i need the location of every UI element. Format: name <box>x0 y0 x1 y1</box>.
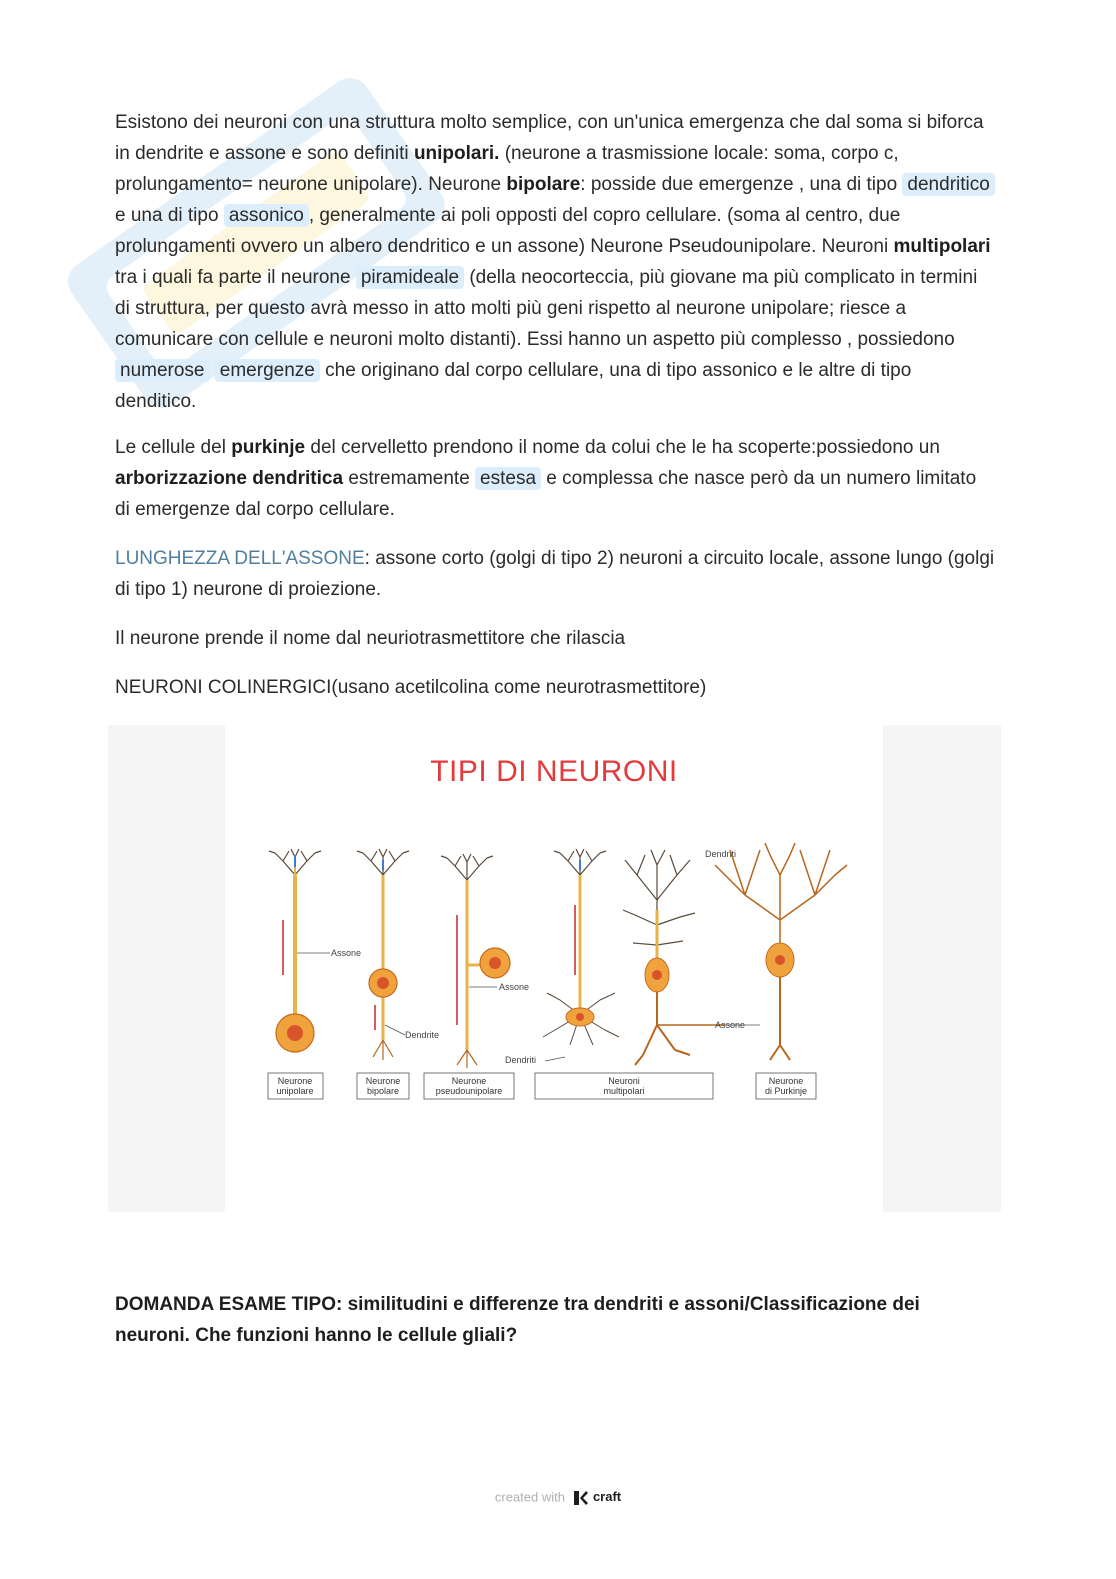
exam-question: DOMANDA ESAME TIPO: similitudini e differenze tra dendriti e assoni/Classificazione dei neuroni. Che funzioni hanno le cellule gliali? <box>115 1294 920 1346</box>
neuron-unipolar <box>269 849 361 1052</box>
label-dendrite: Dendrite <box>405 1030 440 1040</box>
paragraph-neuron-types: Esistono dei neuroni con una struttura molto semplice, con un'unica emergenza che dal soma si biforca in dendrite e assone e sono definiti unipolari. (neurone a trasmissione locale: soma, corpo c, prolungamento= neurone unipolare). Neurone bipolare: posside due emergenze , una di tipo dendritico e una di tipo assonico , generalmente ai poli opposti del copro cellulare. (soma al centro, due prolungamenti ovvero un albero dendritico e un assone) Neurone Pseudounipolare. Neuroni multipolari tra i quali fa parte il neurone piramideale (della neocorteccia, più giovane ma più complicato in termini di struttura, per questo avrà messo in atto molti più geni rispetto al neurone unipolare; riesce a comunicare con cellule e neuroni molto distanti). Essi hanno un aspetto più complesso , possiedono numerose emergenze che originano dal corpo cellulare, una di tipo assonico e le altre di tipo denditico. <box>115 107 995 417</box>
highlight-dendritico: dendritico <box>902 173 994 196</box>
box-pseudounipolare <box>424 1073 514 1099</box>
paragraph-axon-length: LUNGHEZZA DELL'ASSONE: assone corto (golgi di tipo 2) neuroni a circuito locale, assone lungo (golgi di tipo 1) neurone di proiezione. <box>115 548 995 600</box>
figure-title: TIPI DI NEURONI <box>430 755 678 788</box>
highlight-estesa: estesa <box>475 467 541 490</box>
neuron-multipolar-pyramidal <box>623 849 736 1065</box>
svg-text:unipolare: unipolare <box>276 1086 314 1096</box>
paragraph-purkinje: Le cellule del purkinje del cervelletto prendono il nome da colui che le ha scoperte:possiedono un arborizzazione dendritica estremamente estesa e complessa che nasce però da un numero limitato di emergenze dal corpo cellulare. <box>115 437 977 520</box>
neuron-illustration <box>225 725 883 1212</box>
svg-text:bipolare: bipolare <box>366 1086 400 1096</box>
footer-brand: craft <box>592 1489 622 1505</box>
paragraph-cholinergic: NEURONI COLINERGICI(usano acetilcolina come neurotrasmettitore) <box>115 677 707 698</box>
footer-created-with <box>0 1489 1116 1507</box>
label-dendriti-1: Dendriti <box>505 1055 537 1065</box>
svg-text:pseudounipolare: pseudounipolare <box>435 1086 503 1096</box>
highlight-assonico: assonico <box>224 204 309 227</box>
label-assone-3: Assone <box>715 1020 746 1030</box>
svg-text:Neurone: Neurone <box>768 1076 804 1086</box>
svg-text:Neurone: Neurone <box>365 1076 401 1086</box>
craft-logo-icon <box>571 1489 589 1507</box>
box-purkinje <box>756 1073 816 1099</box>
box-bipolare <box>357 1073 409 1099</box>
svg-text:di Purkinje: di Purkinje <box>764 1086 808 1096</box>
box-multipolari <box>535 1073 713 1099</box>
footer-created-with-text: created with <box>494 1489 565 1505</box>
label-assone-1: Assone <box>331 948 362 958</box>
figure-margin-right <box>883 725 1001 1212</box>
svg-text:Neurone: Neurone <box>451 1076 487 1086</box>
highlight-piramideale: piramideale <box>356 266 464 289</box>
figure-margin-left <box>108 725 225 1212</box>
neuron-types-figure <box>108 725 1001 1212</box>
svg-text:Neuroni: Neuroni <box>608 1076 640 1086</box>
box-unipolare <box>268 1073 323 1099</box>
highlight-numerose: numerose <box>115 359 210 382</box>
main-content <box>115 107 995 703</box>
label-dendriti-2: Dendriti <box>705 849 737 859</box>
svg-text:multipolari: multipolari <box>603 1086 645 1096</box>
paragraph-neurotransmitter: Il neurone prende il nome dal neuriotrasmettitore che rilascia <box>115 628 626 649</box>
section-heading-axon-length: LUNGHEZZA DELL'ASSONE <box>115 548 365 569</box>
neuron-purkinje <box>715 843 847 1060</box>
svg-text:Neurone: Neurone <box>277 1076 313 1086</box>
neuron-pseudounipolar <box>441 854 529 1068</box>
neuron-bipolar <box>357 849 439 1060</box>
highlight-emergenze: emergenze <box>215 359 320 382</box>
neuron-multipolar-small <box>505 849 619 1065</box>
label-assone-2: Assone <box>499 982 530 992</box>
